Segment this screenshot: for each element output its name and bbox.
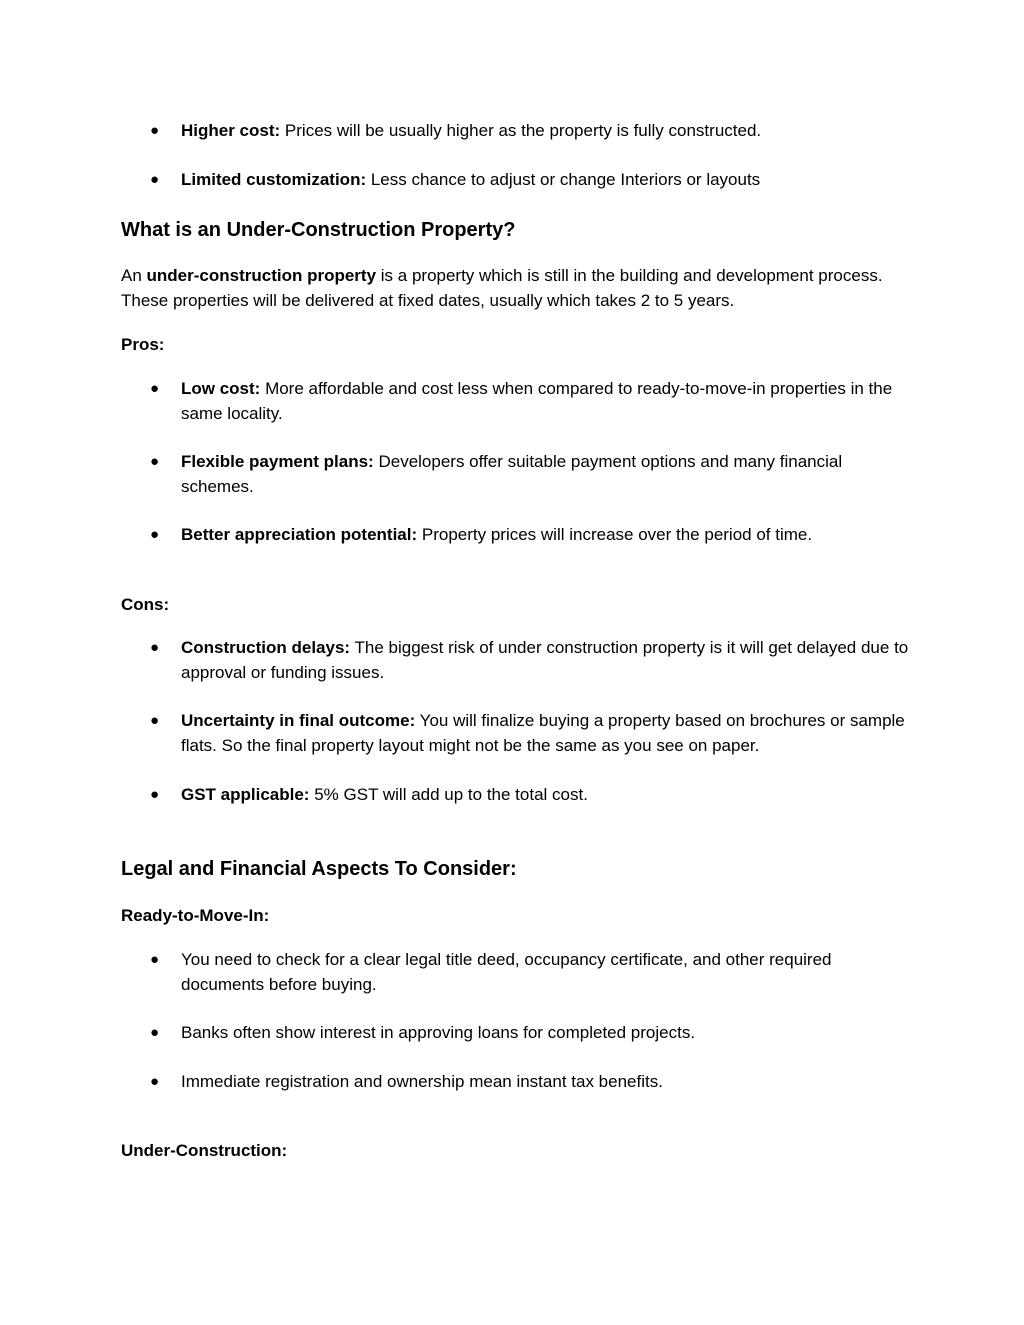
bullet-icon: ●: [150, 712, 160, 729]
bullet-text: You will finalize buying a property based on brochures or sample flats. So the final property layout might not be the same as you see on paper.: [181, 711, 905, 755]
bullet-term: Better appreciation potential:: [181, 525, 418, 544]
bullet-icon: ●: [150, 122, 160, 139]
bullet-text: Immediate registration and ownership mean instant tax benefits.: [181, 1072, 663, 1091]
bullet-term: Low cost:: [181, 379, 261, 398]
bullet-term: GST applicable:: [181, 785, 310, 804]
bullet-text: The biggest risk of under construction property is it will get delayed due to approval or funding issues.: [181, 638, 909, 682]
intro-term: under-construction property: [146, 266, 377, 285]
bullet-icon: ●: [150, 1024, 160, 1041]
pros-label: Pros:: [121, 335, 165, 354]
under-construction-label: Under-Construction:: [121, 1141, 288, 1160]
bullet-icon: ●: [150, 526, 160, 543]
bullet-text: You need to check for a clear legal title deed, occupancy certificate, and other required documents before buying.: [181, 950, 832, 994]
bullet-term: Uncertainty in final outcome:: [181, 711, 416, 730]
bullet-text: Prices will be usually higher as the property is fully constructed.: [280, 121, 762, 140]
bullet-term: Limited customization:: [181, 170, 367, 189]
bullet-text: 5% GST will add up to the total cost.: [309, 785, 588, 804]
bullet-icon: ●: [150, 951, 160, 968]
intro-paragraph: An under-construction property is a property which is still in the building and development process. These properties will be delivered at fixed dates, usually which takes 2 to 5 years.: [121, 266, 883, 310]
bullet-icon: ●: [150, 639, 160, 656]
ready-to-move-in-label: Ready-to-Move-In:: [121, 906, 270, 925]
bullet-text: Less chance to adjust or change Interiors or layouts: [366, 170, 761, 189]
cons-label: Cons:: [121, 595, 170, 614]
bullet-icon: ●: [150, 380, 160, 397]
bullet-icon: ●: [150, 1073, 160, 1090]
section-heading-under-construction: What is an Under-Construction Property?: [121, 219, 516, 241]
bullet-text: Banks often show interest in approving loans for completed projects.: [181, 1023, 696, 1042]
bullet-icon: ●: [150, 171, 160, 188]
section-heading-legal: Legal and Financial Aspects To Consider:: [121, 858, 517, 880]
bullet-icon: ●: [150, 453, 160, 470]
bullet-text: Property prices will increase over the period of time.: [417, 525, 813, 544]
bullet-text: Developers offer suitable payment options and many financial schemes.: [181, 452, 843, 496]
bullet-term: Construction delays:: [181, 638, 351, 657]
bullet-term: Higher cost:: [181, 121, 281, 140]
bullet-text: More affordable and cost less when compared to ready-to-move-in properties in the same locality.: [181, 379, 893, 423]
bullet-icon: ●: [150, 786, 160, 803]
bullet-term: Flexible payment plans:: [181, 452, 374, 471]
